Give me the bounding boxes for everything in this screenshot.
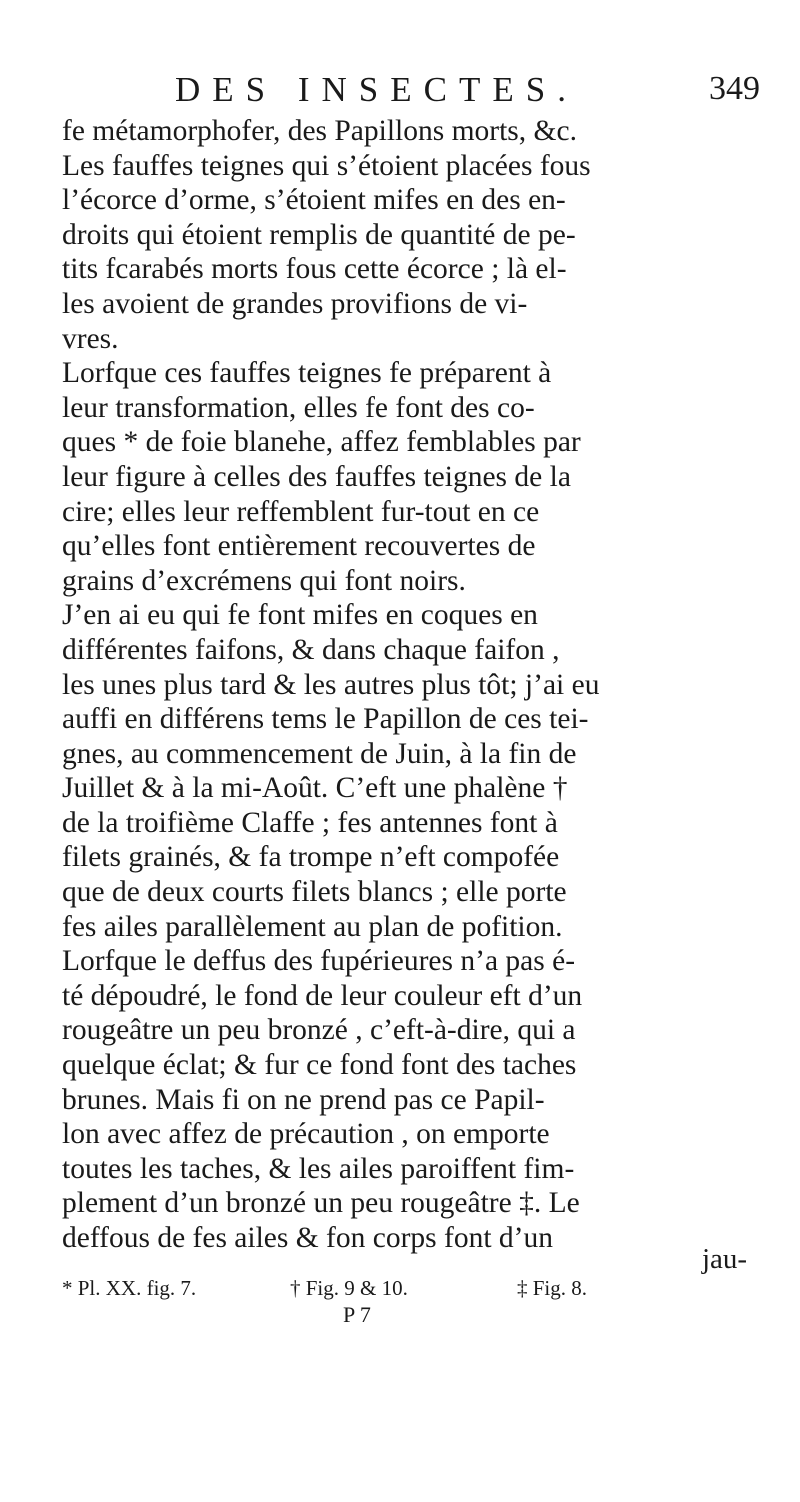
text-line: plement d’un bronzé un peu rougeâtre ‡. Le xyxy=(62,1187,580,1220)
page-number: 349 xyxy=(709,70,760,107)
text-line: fes ailes parallèlement au plan de pofition. xyxy=(62,910,563,943)
text-line: toutes les taches, & les ailes paroiffent fim- xyxy=(62,1152,575,1185)
text-line: Les fauffes teignes qui s’étoient placées fous xyxy=(62,149,591,182)
running-head xyxy=(60,70,760,118)
text-line: leur transformation, elles fe font des co- xyxy=(62,391,535,424)
footnote-plate-reference: * Pl. XX. fig. 7. xyxy=(62,1276,197,1300)
text-line: brunes. Mais fi on ne prend pas ce Papil- xyxy=(62,1083,545,1116)
text-line: leur figure à celles des fauffes teignes de la xyxy=(62,460,571,493)
catchword: jau- xyxy=(702,1243,748,1275)
text-line: de la troifième Claffe ; fes antennes font à xyxy=(62,806,558,839)
text-line: deffous de fes ailes & fon corps font d’un xyxy=(62,1222,553,1254)
text-line: cire; elles leur reffemblent fur-tout en ce xyxy=(62,495,540,528)
text-line: J’en ai eu qui fe font mifes en coques en xyxy=(62,599,538,632)
text-line: grains d’excrémens qui font noirs. xyxy=(62,564,466,597)
text-line: ques * de foie blanehe, affez femblables par xyxy=(62,426,581,459)
text-line: fe métamorphofer, des Papillons morts, &c. xyxy=(62,115,577,147)
text-line: tits fcarabés morts fous cette écorce ; là el- xyxy=(62,253,567,286)
text-line: droits qui étoient remplis de quantité de pe- xyxy=(62,218,576,251)
body-text xyxy=(62,114,774,1256)
text-line: Juillet & à la mi-Août. C’eft une phalène † xyxy=(62,772,568,805)
footnotes xyxy=(62,1276,752,1306)
signature-mark: P 7 xyxy=(343,1302,371,1327)
text-line: différentes faifons, & dans chaque faifon , xyxy=(62,633,560,666)
text-line: gnes, au commencement de Juin, à la fin de xyxy=(62,737,577,770)
text-line: rougeâtre un peu bronzé , c’eft-à-dire, qui a xyxy=(62,1014,576,1047)
text-line: filets grainés, & fa trompe n’eft compofée xyxy=(62,841,560,874)
text-line: que de deux courts filets blancs ; elle porte xyxy=(62,876,567,909)
text-line: les avoient de grandes provifions de vi- xyxy=(62,287,528,320)
text-line: té dépoudré, le fond de leur couleur eft d’un xyxy=(62,979,583,1012)
text-line: lon avec affez de précaution , on emporte xyxy=(62,1118,550,1151)
running-title: DES INSECTES. xyxy=(175,70,578,109)
text-line: auffi en différens tems le Papillon de ces tei- xyxy=(62,703,589,736)
text-line: Lorfque ces fauffes teignes fe préparent à xyxy=(62,357,552,390)
footnote-figure-reference: † Fig. 9 & 10. xyxy=(290,1276,408,1300)
text-line: les unes plus tard & les autres plus tôt; j’ai eu xyxy=(62,668,600,701)
text-line: vres. xyxy=(62,322,119,355)
footnote-figure-reference: ‡ Fig. 8. xyxy=(517,1276,588,1300)
text-line: qu’elles font entièrement recouvertes de xyxy=(62,530,536,563)
text-line: Lorfque le deffus des fupérieures n’a pas é- xyxy=(62,945,576,978)
text-line: l’écorce d’orme, s’étoient mifes en des en- xyxy=(62,184,566,217)
text-line: quelque éclat; & fur ce fond font des taches xyxy=(62,1049,577,1082)
